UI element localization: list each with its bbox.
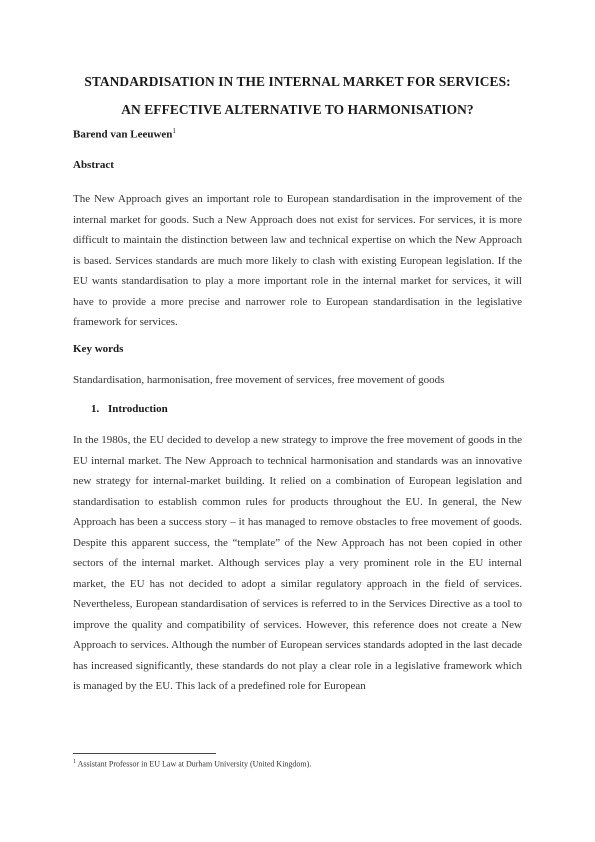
author-name: Barend van Leeuwen bbox=[73, 128, 173, 141]
introduction-heading bbox=[91, 403, 168, 415]
abstract-text: The New Approach gives an important role to European standardisation in the improvement of the internal market for goods. Such a New Approach does not exist for services. For services, it is more difficult to maintain the distinction between law and technical expertise on which the New Approach is based. Services standards are much more likely to clash with existing European legislation. If the EU wants standardisation to play a more important role in the internal market for services, it will have to provide a more precise and narrower role to European standardisation in the legislative framework for services. bbox=[73, 193, 522, 328]
paper-title bbox=[60, 68, 535, 124]
section-number: 1. bbox=[91, 403, 100, 415]
footnote-divider bbox=[73, 753, 216, 754]
keywords-heading: Key words bbox=[73, 343, 124, 355]
author bbox=[73, 127, 176, 141]
footnote-mark: 1 bbox=[73, 759, 76, 765]
keywords-text: Standardisation, harmonisation, free movement of services, free movement of goods bbox=[73, 374, 445, 386]
author-footnote-mark[interactable]: 1 bbox=[172, 127, 176, 135]
title-line-2: AN EFFECTIVE ALTERNATIVE TO HARMONISATION? bbox=[121, 102, 474, 117]
introduction-text: In the 1980s, the EU decided to develop a new strategy to improve the free movement of goods in the EU internal market. The New Approach to technical harmonisation and standards was an innovative new strategy for internal-market building. It relied on a combination of European legislation and standardisation to establish common rules for products throughout the EU. In general, the New Approach has been a success story – it has managed to remove obstacles to free movement of goods. Despite this apparent success, the “template” of the New Approach has not been copied in other sectors of the internal market. Although services play a very prominent role in the EU internal market, the EU has not decided to adopt a similar regulatory approach in the field of services. Nevertheless, European standardisation of services is referred to in the Services Directive as a tool to improve the quality and compatibility of services. However, this reference does not create a New Approach to services. Although the number of European services standards adopted in the last decade has increased significantly, these standards do not play a clear role in a legislative framework which is managed by the EU. This lack of a predefined role for European bbox=[73, 434, 522, 692]
footnote-text: Assistant Professor in EU Law at Durham University (United Kingdom). bbox=[77, 759, 312, 769]
abstract-heading: Abstract bbox=[73, 159, 114, 171]
title-line-1: STANDARDISATION IN THE INTERNAL MARKET FOR SERVICES: bbox=[84, 74, 511, 89]
section-title: Introduction bbox=[108, 403, 168, 415]
footnote bbox=[73, 759, 311, 769]
